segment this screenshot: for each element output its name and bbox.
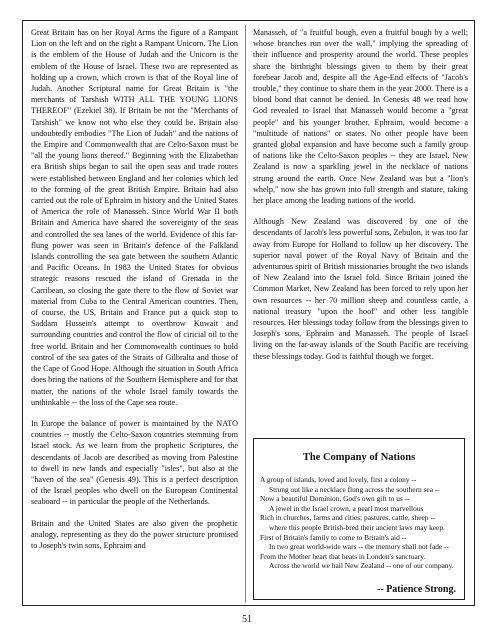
poem-line: Strung out like a necklace flung across the southern sea -- bbox=[269, 484, 440, 494]
poem-signature: -- Patience Strong. bbox=[377, 584, 456, 595]
poem-text bbox=[260, 475, 463, 571]
column-divider bbox=[245, 25, 246, 603]
left-column bbox=[31, 27, 238, 551]
poem-line: In two great world-wide wars -- the memory shall not fade -- bbox=[269, 542, 449, 552]
poem-title: The Company of Nations bbox=[302, 452, 416, 463]
right-column bbox=[253, 27, 468, 362]
paragraph: Great Britain has on her Royal Arms the figure of a Rampant Lion on the left and on the right a Rampant Unicorn. The Lion is the emblem of the House of Judah and the Unicorn is the emblem of the House of Israel. These two are represented as holding up a crown, which crown is that of the Royal line of Judah. Another Scriptural name for Great Britain is "the merchants of Tarshish WITH ALL THE YOUNG LIONS THEREOF" (Ezekiel 38). If Britain be not the "Merchants of Tarshish" we know not who else they could be. Britain also undoubtedly embodies "The Lion of Judah" and the nations of the Empire and Commonwealth that are Celto-Saxon must be "all the young lions thereof." Beginning with the Elizabethan era British ships began to sail the open seas and trade routes were established between England and her colonies which led to the forming of the great British Empire. Britain had also carried out the role of Ephraim in history and the United States of America the role of Manasseh. Since World War II both Britain and America have shared the sovereignty of the seas and controlled the sea lanes of the world. Evidence of this far-flung power was seen in Britain's defence of the Falkland Islands controlling the sea gate between the southern Atlantic and Pacific Oceans. In 1983 the United States for obvious strategic reasons rescued the island of Grenada in the Carribean, so closing the gate there to the flow of Soviet war material from Cuba to the Central American countries. Then, of course, the US, Britain and France put a quick stop to Saddam Hussein's attempt to overthrow Kuwait and surrounding countries and control the flow of ciricial oil to the free world. Britain and her Commonwealth continues to hold control of the sea gates of the Straits of Gilbralta and those of the Cape of Good Hope. Although the situation in South Africa does bring the nations of the Southern Hemisphere and for that matter, the nations of the whole Israel family towards the unthinkable -- the loss of the Cape sea route. bbox=[31, 28, 238, 407]
poem-line: Rich in churches, farms and cities; pastures, cattle, sheep -- bbox=[260, 513, 436, 523]
paragraph: In Europe the balance of power is maintained by the NATO countries -- mostly the Celto-Saxon countries stemming from Israel stock. As we learn from the prophetic Scriptures, the descendants of Jacob are described as moving from Palestine to dwell in new lands and especially "isles", but also at the "haven of the sea" (Genesis 49). This is a perfect description of the Israel peoples who dwell on the European Continental seaboard -- in particular the people of the Netherlands. bbox=[31, 418, 238, 507]
paragraph: Although New Zealand was discovered by one of the descendants of Jacob's less powerful sons, Zebulon, it was too far away from Europe for Holland to follow up her discovery. The superior naval power of the Royal Navy of Britain and the adventurous spirit of British missionaries brought the two islands of New Zealand into the Israel fold. Since Britain joined the Common Market, New Zealand has been forced to rely upon her own resources -- her 70 million sheep and countless cattle, a national treasury "upon the hoof" and other less tangible resources. Her blessings today follow from the blessings given to Joseph's sons, Ephraim and Manasseh. The people of Israel living on the far-away islands of the South Pacific are receiving these blessings today. God is faithful though we forget. bbox=[253, 217, 468, 361]
page-number: 51 bbox=[242, 614, 252, 625]
paragraph: Britain and the United States are also given the prophetic analogy, representing as they do the power structure promised to Joseph's twin sons, Ephraim and bbox=[31, 518, 238, 550]
poem-line: From the Mother heart that beats in London's sanctuary. bbox=[260, 551, 426, 561]
paragraph: Manasseh, of "a fruitful bough, even a fruitful bough by a well; whose branches run over the wall," implying the spreading of their influence and prosperity around the world. These peoples share the birthright blessings given to them by their great forebear Jacob and, despite all the Age-End effects of "Jacob's trouble," they continue to share them in the year 2000. There is a blood bond that cannot be denied. In Genesis 48 we read how God revealed to Israel that Manasseh would become a "great people" and his younger brother, Ephraim, would become a "multitude of nations" or states. No other people have been granted global expansion and have become such a family group of nations like the Celto-Saxon peoples -- they are Israel. New Zealand is now a sparkling jewel in the necklace of nations strung around the earth. Once New Zealand was but a "lion's whelp," now she has grown into full strength and stature, taking her place among the leading nations of the world. bbox=[253, 28, 468, 206]
poem-line: A group of islands, loved and lovely, first a colony -- bbox=[260, 475, 417, 484]
poem-line: Now a beautiful Dominion, God's own gift to us -- bbox=[260, 494, 410, 504]
poem-line: First of Britain's family to come to Britain's aid -- bbox=[260, 532, 407, 542]
poem-line: Across the world we hail New Zealand -- one of our company. bbox=[269, 561, 454, 571]
poem-line: A jewel in the Israel crown, a pearl most marvellous bbox=[269, 503, 424, 513]
poem-line: where this people British-bred their ancient laws may keep. bbox=[269, 522, 445, 532]
